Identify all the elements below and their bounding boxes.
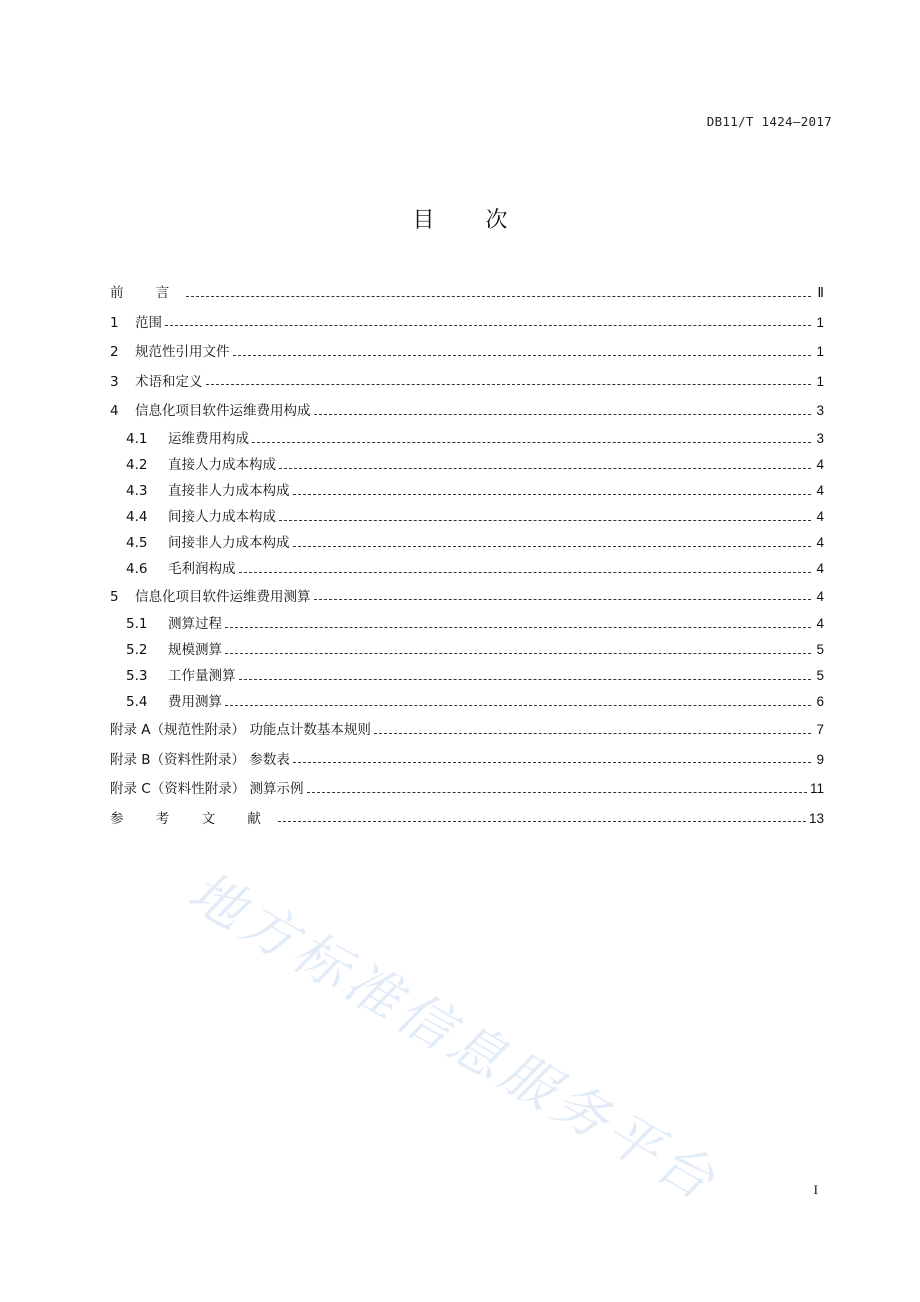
dot-leader <box>165 324 811 326</box>
toc-entry-number: 4.6 <box>126 560 148 577</box>
toc-entry[interactable] <box>110 367 824 397</box>
toc-entry[interactable] <box>110 504 824 530</box>
toc-entry-label: 信息化项目软件运维费用测算 <box>135 588 311 605</box>
toc-entry-page: 4 <box>816 456 824 472</box>
toc-entry-number: 4.3 <box>126 482 148 499</box>
toc-entry-page: 4 <box>816 560 824 576</box>
toc-entry-page: 7 <box>816 722 824 737</box>
toc-entry-label: 范围 <box>135 314 162 331</box>
dot-leader <box>252 441 811 443</box>
toc-entry[interactable] <box>110 530 824 556</box>
toc-entry-page: 5 <box>816 668 824 683</box>
toc-entry-number: 4.2 <box>126 456 148 473</box>
toc-entry[interactable] <box>110 774 824 804</box>
toc-entry-label: 间接人力成本构成 <box>168 508 276 525</box>
toc-entry[interactable] <box>110 278 824 308</box>
dot-leader <box>233 354 812 356</box>
toc-entry-label: 毛利润构成 <box>168 560 236 577</box>
dot-leader <box>278 820 806 822</box>
page-title: 目 次 <box>412 208 530 233</box>
toc-entry-page: 4 <box>816 482 824 498</box>
dot-leader <box>374 732 811 734</box>
toc-entry-label: 参 考 文 献 <box>110 810 275 827</box>
toc-entry-page: 1 <box>816 373 824 389</box>
toc-entry-page: 1 <box>816 314 824 330</box>
toc-entry-label: 前 言 <box>110 285 184 301</box>
toc-entry[interactable] <box>110 426 824 452</box>
dot-leader <box>225 704 811 706</box>
toc-entry-page: 4 <box>816 534 824 550</box>
toc-entry-page: 1 <box>816 344 824 359</box>
toc-entry-page: Ⅱ <box>817 285 824 300</box>
toc-entry-label: 工作量测算 <box>168 668 236 684</box>
dot-leader <box>279 519 811 521</box>
toc-entry[interactable] <box>110 804 824 834</box>
toc-entry[interactable] <box>110 689 824 715</box>
toc-entry-label: 运维费用构成 <box>168 430 249 447</box>
toc-entry-number: 5.1 <box>126 616 148 632</box>
toc-entry-page: 4 <box>816 588 824 604</box>
toc-entry-page: 6 <box>816 694 824 709</box>
toc-entry[interactable] <box>110 396 824 426</box>
toc-entry-number: 4.1 <box>126 430 148 447</box>
toc-entry-number: 5.2 <box>126 642 148 658</box>
document-code: DB11/T 1424—2017 <box>706 114 832 129</box>
toc-entry-label: 费用测算 <box>168 694 222 710</box>
toc-entry-number: 1 <box>110 314 119 331</box>
dot-leader <box>314 598 812 600</box>
toc-entry-page: 11 <box>809 781 824 796</box>
toc-entry-page: 4 <box>816 508 824 524</box>
toc-entry-page: 3 <box>816 403 824 418</box>
toc-entry[interactable] <box>110 308 824 338</box>
toc-entry-number: 5.4 <box>126 694 148 710</box>
toc-entry[interactable] <box>110 663 824 689</box>
dot-leader <box>293 761 811 763</box>
toc-entry-label: 间接非人力成本构成 <box>168 534 290 551</box>
toc-entry-number: 3 <box>110 373 119 390</box>
toc-entry[interactable] <box>110 611 824 637</box>
dot-leader <box>293 493 812 495</box>
dot-leader <box>225 652 811 654</box>
toc-entry-label: 测算过程 <box>168 616 222 632</box>
dot-leader <box>279 467 811 469</box>
toc-entry[interactable] <box>110 637 824 663</box>
toc-entry-label: 信息化项目软件运维费用构成 <box>135 403 311 419</box>
page-number: I <box>813 1182 818 1197</box>
dot-leader <box>206 383 812 385</box>
toc-entry-label: 规范性引用文件 <box>135 344 230 360</box>
toc-entry-number: 4.5 <box>126 534 148 551</box>
toc-entry-number: 5 <box>110 588 119 605</box>
toc-entry-label: 直接非人力成本构成 <box>168 482 290 499</box>
dot-leader <box>307 791 807 793</box>
table-of-contents <box>110 278 824 833</box>
toc-entry-label: 附录 A（规范性附录） 功能点计数基本规则 <box>110 722 371 738</box>
dot-leader <box>239 678 812 680</box>
toc-entry-number: 4.4 <box>126 508 148 525</box>
toc-entry-label: 规模测算 <box>168 642 222 658</box>
toc-entry[interactable] <box>110 745 824 775</box>
toc-entry[interactable] <box>110 452 824 478</box>
dot-leader <box>314 413 812 415</box>
toc-entry-number: 5.3 <box>126 668 148 684</box>
watermark-text: 地方标准信息服务平台 <box>178 859 730 1215</box>
toc-entry-page: 3 <box>816 430 824 446</box>
toc-entry[interactable] <box>110 337 824 367</box>
toc-entry-label: 术语和定义 <box>135 373 203 390</box>
dot-leader <box>239 571 812 573</box>
toc-entry-label: 直接人力成本构成 <box>168 456 276 473</box>
toc-entry-number: 4 <box>110 403 119 419</box>
toc-entry-page: 5 <box>816 642 824 657</box>
toc-entry[interactable] <box>110 478 824 504</box>
toc-entry-page: 13 <box>808 810 824 826</box>
dot-leader <box>225 626 811 628</box>
dot-leader <box>186 295 811 297</box>
toc-entry-label: 附录 C（资料性附录） 测算示例 <box>110 781 304 797</box>
toc-entry-label: 附录 B（资料性附录） 参数表 <box>110 751 290 768</box>
toc-entry-page: 4 <box>816 616 824 631</box>
dot-leader <box>293 545 812 547</box>
toc-entry-number: 2 <box>110 344 119 360</box>
toc-entry[interactable] <box>110 715 824 745</box>
toc-entry[interactable] <box>110 582 824 612</box>
toc-entry-page: 9 <box>816 751 824 767</box>
toc-entry[interactable] <box>110 556 824 582</box>
